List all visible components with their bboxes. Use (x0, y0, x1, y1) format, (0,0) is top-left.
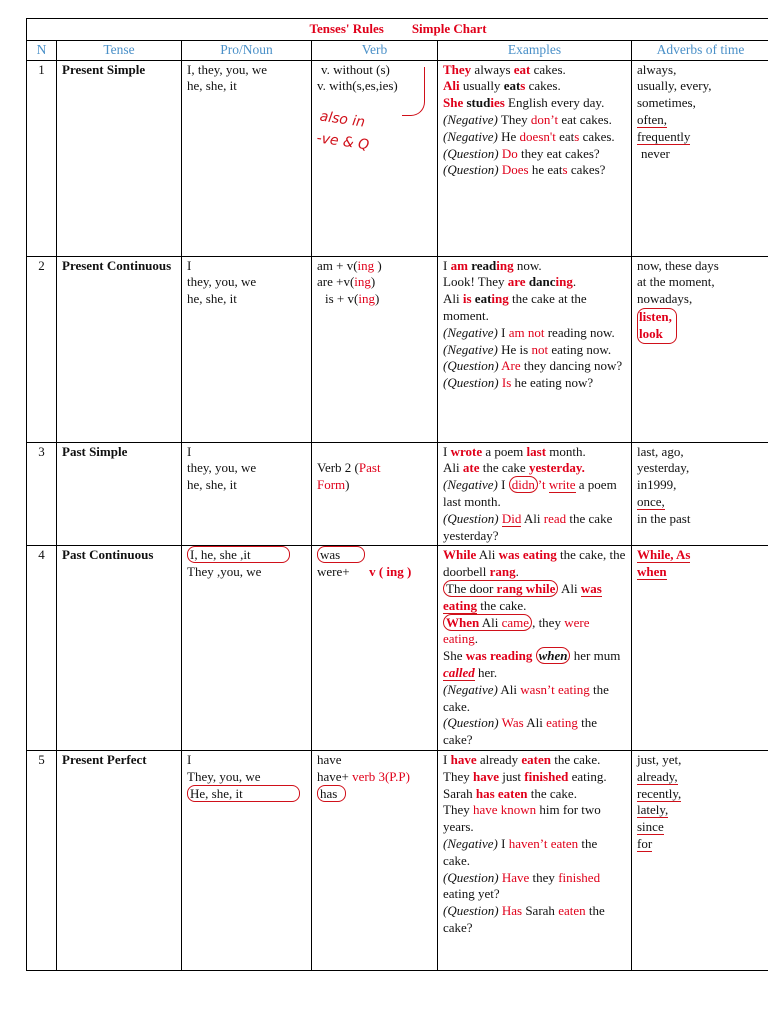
handwritten-note: also in -ve & Q (315, 108, 371, 154)
row-past-continuous (27, 546, 768, 751)
row-number: 5 (27, 750, 57, 970)
verb-cell (312, 60, 438, 256)
adverb: already, (637, 768, 678, 784)
header-adverbs: Adverbs of time (632, 40, 768, 60)
header-row (27, 40, 768, 60)
tense-name: Past Simple (57, 442, 182, 546)
pro-noun-cell (182, 256, 312, 442)
header-examples: Examples (438, 40, 632, 60)
tense-name: Present Perfect (57, 750, 182, 970)
adverb: always, (637, 61, 677, 77)
adverb: in1999, (637, 477, 677, 493)
pro-line: They, you, we (187, 768, 261, 784)
row-present-continuous (27, 256, 768, 442)
pro-line: he, she, it (187, 78, 237, 94)
adverb: since (637, 819, 664, 835)
tenses-table (26, 18, 768, 971)
verb-line: was (317, 546, 365, 563)
pro-line: I (187, 443, 192, 459)
row-present-perfect (27, 750, 768, 970)
adverb: in the past (637, 510, 691, 526)
verb-line: were+ (317, 564, 350, 580)
adverbs-cell (632, 442, 768, 546)
examples-cell: I am reading now. Look! They are dancing. Ali is eating the cake at the moment. (Negative) I am not reading now. (Negative) He is not eating now. (Question) Are they dancing now? (Question) Is he eating now? (438, 256, 632, 442)
row-present-simple (27, 60, 768, 256)
title-row (27, 19, 768, 41)
pro-line: I (187, 257, 192, 273)
header-n: N (27, 40, 57, 60)
verb-cell: am + v(ing ) are +v(ing) is + v(ing) (312, 256, 438, 442)
adverb: listen, (639, 308, 672, 324)
adverbs-cell (632, 546, 768, 751)
title-left: Tenses' Rules (309, 21, 384, 36)
adverb: at the moment, (637, 274, 715, 290)
circled-adverbs (637, 308, 677, 344)
adverb: when (637, 564, 667, 580)
examples-cell: I wrote a poem last month. Ali ate the cake yesterday. (Negative) I didn ’t write a poem last month. (Question) Did Ali read the cake yesterday? (438, 442, 632, 546)
pro-noun-cell (182, 750, 312, 970)
tense-name: Present Simple (57, 60, 182, 256)
pro-line: he, she, it (187, 477, 237, 493)
verb-cell (312, 546, 438, 751)
tense-name: Past Continuous (57, 546, 182, 751)
verb-line: v. without (s) (321, 61, 390, 77)
adverb: usually, every, (637, 78, 712, 94)
verb-cell: Verb 2 (Past Form) (312, 442, 438, 546)
adverb: frequently (637, 128, 691, 144)
adverb: for (637, 835, 653, 851)
examples-cell: They always eat cakes. Ali usually eats cakes. She studies English every day. (Negative) They don’t eat cakes. (Negative) He doesn't eats cakes. (Question) Do they eat cakes? (Question) Does he eats cakes? (438, 60, 632, 256)
pro-line: he, she, it (187, 291, 237, 307)
pro-noun-cell (182, 546, 312, 751)
verb-cell: have have+ verb 3(P.P) has (312, 750, 438, 970)
adverb: nowadays, (637, 291, 693, 307)
adverb: While, As (637, 547, 691, 563)
chart-title (27, 19, 768, 41)
adverb: recently, (637, 785, 682, 801)
header-tense: Tense (57, 40, 182, 60)
pro-line: I, he, she ,it (187, 546, 290, 563)
adverbs-cell (632, 750, 768, 970)
verb-line: v. with(s,es,ies) (317, 78, 398, 94)
pro-line: I, they, you, we (187, 61, 268, 77)
tenses-chart (26, 18, 768, 971)
adverb: lately, (637, 802, 669, 818)
header-pro-noun: Pro/Noun (182, 40, 312, 60)
adverbs-cell (632, 60, 768, 256)
adverb: sometimes, (637, 95, 696, 111)
adverb: never (641, 145, 670, 161)
pro-noun-cell (182, 60, 312, 256)
pro-line: I (187, 751, 192, 767)
adverb: now, these days (637, 257, 719, 273)
pro-line: He, she, it (187, 785, 300, 802)
annotation-curve (402, 67, 425, 116)
row-number: 1 (27, 60, 57, 256)
adverb: yesterday, (637, 460, 690, 476)
adverb: once, (637, 493, 665, 509)
pro-line: they, you, we (187, 274, 257, 290)
examples-cell: While Ali was eating the cake, the doorbell rang. The door rang while Ali was eating the cake. When Ali came , they were eating. She was reading when her mum called her. (Negative) Ali wasn’t eating the cake. (Question) Was Ali eating the cake? (438, 546, 632, 751)
tense-name: Present Continuous (57, 256, 182, 442)
pro-line: They ,you, we (187, 564, 262, 580)
row-number: 4 (27, 546, 57, 751)
pro-line: they, you, we (187, 460, 257, 476)
examples-cell: I have already eaten the cake. They have just finished eating. Sarah has eaten the cake. They have known him for two years. (Negative) I haven’t eaten the cake. (Question) Have they finished eating yet? (Question) Has Sarah eaten the cake? (438, 750, 632, 970)
title-right: Simple Chart (411, 21, 487, 36)
pro-noun-cell (182, 442, 312, 546)
adverb: often, (637, 111, 667, 127)
header-verb: Verb (312, 40, 438, 60)
verb-line: v ( ing ) (369, 564, 412, 580)
adverb: just, yet, (637, 751, 682, 767)
row-number: 3 (27, 442, 57, 546)
adverbs-cell (632, 256, 768, 442)
row-number: 2 (27, 256, 57, 442)
row-past-simple (27, 442, 768, 546)
adverb: look (639, 325, 663, 341)
adverb: last, ago, (637, 443, 684, 459)
